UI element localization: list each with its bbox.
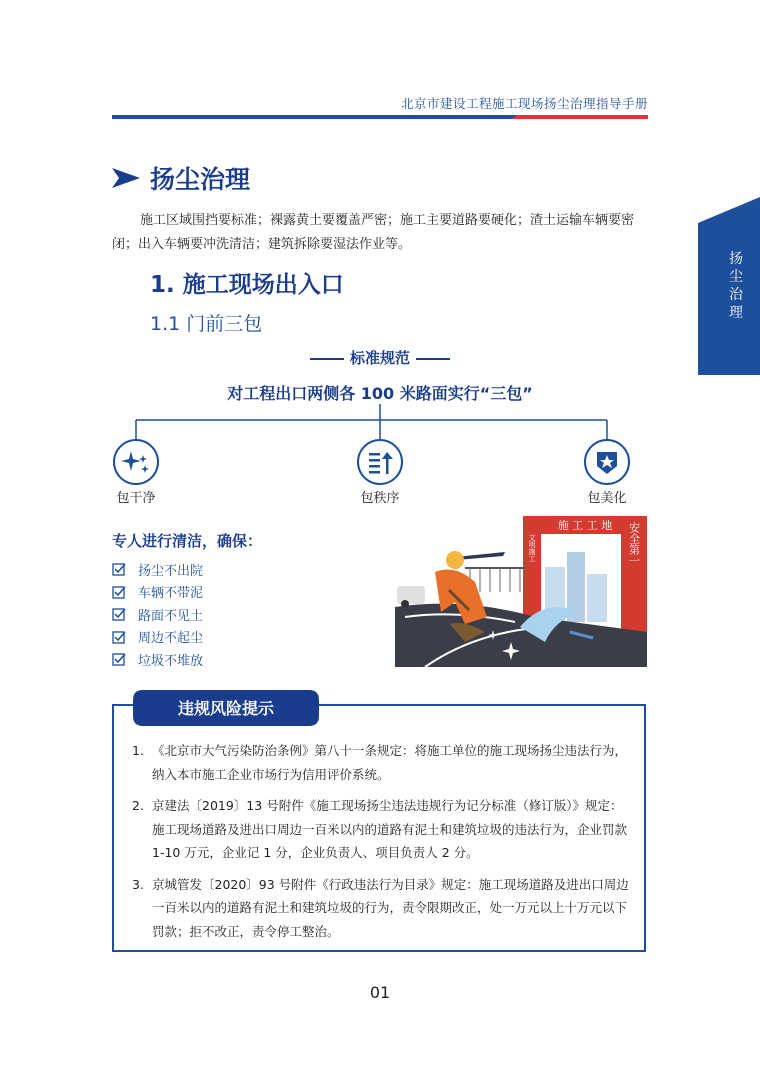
risk-list [132,739,632,951]
item-number: 3. [132,876,144,892]
list-item [132,794,632,865]
star-badge-icon [585,440,629,484]
standard-label [0,347,760,368]
list-item [132,739,632,786]
cleaning-title: 专人进行清洁，确保： [112,532,263,550]
item-number: 1. [132,743,144,758]
check-item-text: 扬尘不出院 [138,563,204,579]
heading-three-guarantees: 1.1 门前三包 [150,313,263,335]
heading-entrance: 1. 施工现场出入口 [150,272,344,298]
checkbox-icon [112,652,126,666]
page-number: 01 [369,983,391,1002]
gate-title: 施 工 工 地 [557,519,613,532]
item-text: 京建法〔2019〕13 号附件《施工现场扬尘违法违规行为记分标准（修订版）》规定：施工现场道路及进出口周边一百米以内的道路有泥土和建筑垃圾的违法行为，企业罚款 1-10 万元，企业记 1 分，企业负责人、项目负责人 2 分。 [152,798,628,860]
list-item [112,558,203,581]
list-item [112,603,203,626]
sparkle-icon [114,440,158,484]
order-list-icon [358,440,402,484]
item-text: 《北京市大气污染防治条例》第八十一条规定：将施工单位的施工现场扬尘违法行为，纳入本市施工企业市场行为信用评价系统。 [152,743,628,782]
header-divider [112,115,648,119]
list-item [112,648,203,671]
check-item-text: 车辆不带泥 [138,586,204,602]
section-title: 扬尘治理 [150,165,251,194]
list-item [112,581,203,604]
check-item-text: 垃圾不堆放 [138,653,204,669]
checkbox-icon [112,630,126,644]
check-item-text: 路面不见土 [138,608,204,624]
item-number: 2. [132,798,144,813]
checkbox-icon [112,585,126,599]
section-heading [112,160,250,196]
intro-paragraph: 施工区域围挡要标准；裸露黄土要覆盖严密；施工主要道路要硬化；渣土运输车辆要密闭；出入车辆要冲洗清洁；建筑拆除要湿法作业等。 [112,213,635,252]
list-item [112,626,203,649]
check-item-text: 周边不起尘 [138,631,204,647]
standard-subtitle: 对工程出口两侧各 100 米路面实行“三包” [227,384,533,403]
guarantee-beauty-label: 包美化 [587,491,627,506]
header-title: 北京市建设工程施工现场扬尘治理指导手册 [400,96,648,111]
side-tab-label: 扬尘治理 [729,251,743,321]
standard-label-text: 标准规范 [349,349,410,367]
gate-right-pillar: 安全第一 [627,522,641,566]
checkbox-icon [112,562,126,576]
gate-left-pillar: 文明施工 [528,534,536,562]
guarantee-clean-label: 包干净 [116,491,156,506]
risk-title: 违规风险提示 [177,699,274,718]
list-item [132,873,632,944]
checkbox-icon [112,607,126,621]
item-text: 京城管发〔2020〕93 号附件《行政违法行为目录》规定：施工现场道路及进出口周边一百米以内的道路有泥土和建筑垃圾的行为，责令限期改正，处一万元以上十万元以下罚款；拒不改正，责令停工整治。 [152,876,629,939]
cleaning-checklist [112,558,203,671]
guarantee-order-label: 包秩序 [360,491,400,506]
arrow-icon [112,166,140,190]
cleaning-worker-illustration [395,512,647,667]
